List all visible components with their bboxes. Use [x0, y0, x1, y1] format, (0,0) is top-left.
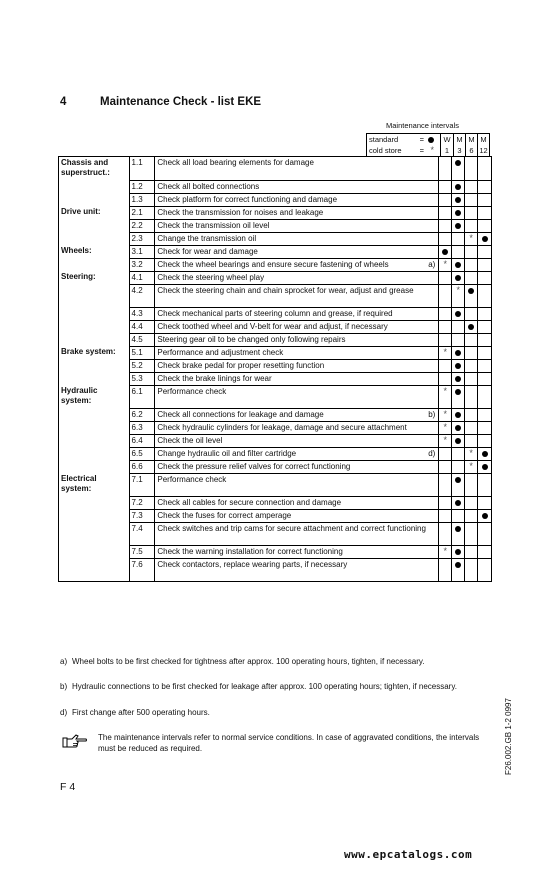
star-icon: *	[469, 461, 473, 471]
section-label	[59, 232, 129, 245]
dot-icon	[455, 425, 461, 431]
item-number: 6.1	[129, 385, 155, 408]
table-row	[59, 258, 491, 271]
interval-col-0: W 1	[443, 135, 451, 155]
interval-col-3: M 12	[477, 134, 489, 156]
table-row	[59, 558, 491, 581]
dot-icon	[455, 389, 461, 395]
interval-cell	[477, 509, 491, 522]
item-number: 2.3	[129, 232, 155, 245]
interval-cell	[451, 447, 464, 460]
item-description: Check the wheel bearings and ensure secure fastening of wheels a)	[154, 258, 438, 271]
item-description: Check all cables for secure connection and damage	[154, 496, 438, 509]
item-number: 7.1	[129, 473, 155, 496]
section-label	[59, 509, 129, 522]
footnote-ref: a)	[428, 260, 436, 269]
interval-cell	[477, 157, 491, 180]
star-icon: *	[443, 422, 448, 432]
interval-cell	[451, 509, 464, 522]
table-row	[59, 206, 491, 219]
dot-icon	[428, 134, 434, 145]
interval-cell	[438, 421, 451, 434]
interval-cell	[438, 372, 451, 385]
table-row	[59, 307, 491, 320]
item-number: 7.5	[129, 545, 155, 558]
interval-cell	[451, 421, 464, 434]
table-row	[59, 232, 491, 245]
table-row	[59, 372, 491, 385]
section-label	[59, 408, 129, 421]
star-icon: *	[443, 259, 448, 269]
section-label	[59, 421, 129, 434]
dot-icon	[455, 412, 461, 418]
interval-cell	[451, 346, 464, 359]
item-number: 2.2	[129, 219, 155, 232]
item-number: 7.4	[129, 522, 155, 545]
interval-cell	[477, 473, 491, 496]
table-row	[59, 271, 491, 284]
maintenance-table	[58, 156, 492, 582]
table-row	[59, 447, 491, 460]
table-row	[59, 157, 491, 180]
heading-number: 4	[60, 96, 67, 108]
document-code: F26.002.GB 1-2 0997	[504, 698, 513, 775]
interval-cell	[438, 385, 451, 408]
footnote-ref: d)	[428, 449, 436, 458]
item-number: 1.2	[129, 180, 155, 193]
interval-cell	[464, 359, 477, 372]
interval-cell	[464, 473, 477, 496]
item-number: 4.5	[129, 333, 155, 346]
interval-cell	[464, 509, 477, 522]
interval-cell	[477, 219, 491, 232]
item-description: Change the transmission oil	[154, 232, 438, 245]
dot-icon	[455, 438, 461, 444]
interval-cell	[438, 359, 451, 372]
item-description: Check hydraulic cylinders for leakage, damage and secure attachment	[154, 421, 438, 434]
table-row	[59, 284, 491, 307]
interval-cell	[477, 271, 491, 284]
interval-cell	[464, 460, 477, 473]
legend-cold-store-label: cold store	[369, 146, 402, 155]
interval-cell	[477, 385, 491, 408]
interval-cell	[464, 447, 477, 460]
item-number: 6.5	[129, 447, 155, 460]
item-description: Steering gear oil to be changed only following repairs	[154, 333, 438, 346]
dot-icon	[455, 562, 461, 568]
interval-cell	[438, 307, 451, 320]
intervals-label: Maintenance intervals	[386, 121, 459, 130]
item-number: 7.6	[129, 558, 155, 581]
interval-col-2: M 6	[465, 134, 477, 156]
interval-cell	[438, 284, 451, 307]
interval-cell	[451, 545, 464, 558]
interval-cell	[451, 320, 464, 333]
item-description: Check the pressure relief valves for correct functioning	[154, 460, 438, 473]
item-description: Change hydraulic oil and filter cartridge d)	[154, 447, 438, 460]
interval-cell	[477, 496, 491, 509]
interval-cell	[477, 421, 491, 434]
interval-cell	[438, 346, 451, 359]
dot-icon	[455, 526, 461, 532]
star-icon: *	[469, 448, 473, 458]
item-description: Check the steering chain and chain sprocket for wear, adjust and grease	[154, 284, 438, 307]
interval-cell	[464, 320, 477, 333]
table-row	[59, 522, 491, 545]
dot-icon	[455, 350, 461, 356]
interval-cell	[464, 232, 477, 245]
interval-cell	[451, 473, 464, 496]
dot-icon	[455, 160, 461, 166]
dot-icon	[468, 324, 474, 330]
interval-cell	[438, 408, 451, 421]
dot-icon	[482, 513, 488, 519]
dot-icon	[455, 363, 461, 369]
item-description: Check brake pedal for proper resetting function	[154, 359, 438, 372]
interval-cell	[438, 258, 451, 271]
item-description: Check the oil level	[154, 434, 438, 447]
section-label	[59, 284, 129, 307]
interval-cell	[477, 460, 491, 473]
interval-cell	[477, 346, 491, 359]
star-icon: *	[443, 546, 448, 556]
legend-cold-store: cold store = *	[369, 145, 434, 155]
interval-cell	[451, 284, 464, 307]
table-row	[59, 434, 491, 447]
item-description: Check platform for correct functioning and damage	[154, 193, 438, 206]
item-description: Check contactors, replace wearing parts, if necessary	[154, 558, 438, 581]
item-number: 7.2	[129, 496, 155, 509]
table-row	[59, 245, 491, 258]
interval-cell	[451, 522, 464, 545]
table-row	[59, 408, 491, 421]
section-label	[59, 359, 129, 372]
interval-cell	[438, 496, 451, 509]
item-description: Check the transmission oil level	[154, 219, 438, 232]
table-row	[59, 333, 491, 346]
interval-cell	[464, 408, 477, 421]
section-label	[59, 434, 129, 447]
section-label	[59, 307, 129, 320]
interval-cell	[477, 320, 491, 333]
interval-cell	[464, 522, 477, 545]
dot-icon	[455, 210, 461, 216]
item-number: 1.1	[129, 157, 155, 180]
interval-cell	[464, 385, 477, 408]
interval-cell	[477, 447, 491, 460]
item-number: 4.2	[129, 284, 155, 307]
section-label	[59, 320, 129, 333]
table-row	[59, 496, 491, 509]
item-number: 6.4	[129, 434, 155, 447]
watermark: www.epcatalogs.com	[344, 848, 473, 861]
item-number: 5.3	[129, 372, 155, 385]
symbol-legend	[366, 133, 440, 157]
table-row	[59, 545, 491, 558]
dot-icon	[482, 464, 488, 470]
section-label: Brake system:	[61, 347, 116, 356]
item-number: 4.4	[129, 320, 155, 333]
table-row	[59, 385, 491, 408]
interval-cell	[451, 180, 464, 193]
interval-cell	[464, 206, 477, 219]
star-icon: *	[430, 145, 434, 155]
interval-cell	[451, 558, 464, 581]
section-label: Drive unit:	[61, 207, 101, 216]
section-label	[59, 447, 129, 460]
interval-cell	[438, 447, 451, 460]
dot-icon	[455, 197, 461, 203]
interval-cell	[477, 408, 491, 421]
item-number: 5.1	[129, 346, 155, 359]
section-label: Steering:	[61, 272, 96, 281]
section-label: Wheels:	[61, 246, 92, 255]
table-row	[59, 359, 491, 372]
table-row	[59, 473, 491, 496]
interval-cell	[438, 473, 451, 496]
interval-cell	[464, 193, 477, 206]
section-label	[59, 496, 129, 509]
interval-cell	[477, 284, 491, 307]
interval-cell	[477, 232, 491, 245]
footnote-ref: b)	[428, 410, 436, 419]
dot-icon	[482, 236, 488, 242]
item-description: Check all bolted connections	[154, 180, 438, 193]
star-icon: *	[443, 409, 448, 419]
interval-cell	[477, 307, 491, 320]
interval-cell	[451, 496, 464, 509]
interval-cell	[464, 271, 477, 284]
interval-cell	[477, 180, 491, 193]
table-row	[59, 509, 491, 522]
interval-cell	[451, 372, 464, 385]
section-label	[59, 545, 129, 558]
dot-icon	[455, 262, 461, 268]
interval-cell	[464, 258, 477, 271]
interval-cell	[477, 193, 491, 206]
item-number: 6.2	[129, 408, 155, 421]
interval-cell	[451, 271, 464, 284]
section-label	[59, 372, 129, 385]
item-number: 4.3	[129, 307, 155, 320]
item-description: Performance check	[154, 385, 438, 408]
item-description: Performance check	[154, 473, 438, 496]
dot-icon	[455, 500, 461, 506]
interval-cell	[464, 284, 477, 307]
item-description: Check mechanical parts of steering column and grease, if required	[154, 307, 438, 320]
interval-cell	[451, 193, 464, 206]
item-description: Check for wear and damage	[154, 245, 438, 258]
interval-cell	[438, 434, 451, 447]
interval-cell	[438, 333, 451, 346]
interval-cell	[477, 245, 491, 258]
interval-cell	[464, 245, 477, 258]
interval-cell	[464, 346, 477, 359]
item-number: 2.1	[129, 206, 155, 219]
interval-cell	[464, 421, 477, 434]
star-icon: *	[443, 347, 448, 357]
legend-standard: standard =	[367, 134, 440, 145]
interval-cell	[451, 232, 464, 245]
interval-cell	[451, 206, 464, 219]
section-label: Hydraulic system:	[61, 386, 98, 405]
item-number: 6.6	[129, 460, 155, 473]
section-label	[59, 193, 129, 206]
interval-cell	[477, 258, 491, 271]
interval-cell	[477, 558, 491, 581]
interval-cell	[438, 245, 451, 258]
interval-cell	[464, 496, 477, 509]
hint-text: The maintenance intervals refer to normal service conditions. In case of aggravated conditions, the intervals must be reduced as required.	[98, 733, 480, 753]
star-icon: *	[469, 233, 473, 243]
dot-icon	[455, 549, 461, 555]
item-description: Check the warning installation for correct functioning	[154, 545, 438, 558]
interval-cell	[438, 460, 451, 473]
star-icon: *	[443, 435, 448, 445]
interval-cell	[438, 232, 451, 245]
dot-icon	[455, 184, 461, 190]
interval-cell	[438, 320, 451, 333]
interval-cell	[451, 219, 464, 232]
table-row	[59, 219, 491, 232]
item-description: Check all load bearing elements for damage	[154, 157, 438, 180]
table-row	[59, 180, 491, 193]
item-number: 7.3	[129, 509, 155, 522]
item-number: 1.3	[129, 193, 155, 206]
interval-cell	[451, 258, 464, 271]
table-row	[59, 421, 491, 434]
interval-cell	[438, 522, 451, 545]
interval-cell	[438, 558, 451, 581]
item-description: Check the steering wheel play	[154, 271, 438, 284]
dot-icon	[455, 223, 461, 229]
section-label	[59, 558, 129, 581]
interval-cell	[464, 372, 477, 385]
item-description: Check switches and trip cams for secure attachment and correct functioning	[154, 522, 438, 545]
item-description: Performance and adjustment check	[154, 346, 438, 359]
dot-icon	[468, 288, 474, 294]
item-description: Check toothed wheel and V-belt for wear and adjust, if necessary	[154, 320, 438, 333]
interval-cell	[438, 206, 451, 219]
item-number: 3.1	[129, 245, 155, 258]
interval-cell	[464, 434, 477, 447]
interval-cell	[464, 333, 477, 346]
section-label	[59, 219, 129, 232]
interval-cell	[464, 180, 477, 193]
item-description: Check all connections for leakage and damage b)	[154, 408, 438, 421]
item-description: Check the transmission for noises and leakage	[154, 206, 438, 219]
item-description: Check the brake linings for wear	[154, 372, 438, 385]
interval-cell	[464, 307, 477, 320]
table-row	[59, 460, 491, 473]
item-number: 5.2	[129, 359, 155, 372]
item-description: Check the fuses for correct amperage	[154, 509, 438, 522]
interval-cell	[451, 307, 464, 320]
item-number: 3.2	[129, 258, 155, 271]
section-label	[59, 333, 129, 346]
interval-cell	[451, 460, 464, 473]
dot-icon	[442, 249, 448, 255]
dot-icon	[482, 451, 488, 457]
interval-cell	[438, 180, 451, 193]
interval-cell	[438, 193, 451, 206]
interval-cell	[438, 271, 451, 284]
interval-cell	[451, 157, 464, 180]
interval-col-1: M 3	[453, 134, 465, 156]
interval-cell	[477, 372, 491, 385]
interval-cell	[464, 157, 477, 180]
item-number: 4.1	[129, 271, 155, 284]
interval-cell	[477, 522, 491, 545]
table-row	[59, 346, 491, 359]
section-label	[59, 258, 129, 271]
section-label	[59, 460, 129, 473]
page-footer: F 4	[60, 781, 76, 793]
dot-icon	[455, 477, 461, 483]
interval-cell	[451, 359, 464, 372]
pointing-hand-icon	[62, 733, 88, 751]
interval-cell	[438, 157, 451, 180]
interval-cell	[477, 434, 491, 447]
interval-cell	[438, 219, 451, 232]
section-label	[59, 180, 129, 193]
interval-cell	[438, 545, 451, 558]
dot-icon	[455, 311, 461, 317]
item-number: 6.3	[129, 421, 155, 434]
interval-cell	[477, 206, 491, 219]
heading-title: Maintenance Check - list EKE	[100, 96, 262, 108]
interval-cell	[451, 408, 464, 421]
section-label: Electrical system:	[61, 474, 97, 493]
interval-cell	[451, 333, 464, 346]
interval-columns-header	[440, 133, 490, 157]
interval-cell	[464, 545, 477, 558]
table-row	[59, 193, 491, 206]
interval-cell	[438, 509, 451, 522]
legend-standard-label: standard	[369, 135, 399, 144]
interval-cell	[477, 545, 491, 558]
interval-cell	[451, 434, 464, 447]
dot-icon	[455, 275, 461, 281]
interval-cell	[464, 219, 477, 232]
dot-icon	[455, 376, 461, 382]
interval-cell	[477, 333, 491, 346]
star-icon: *	[456, 285, 460, 295]
interval-cell	[451, 245, 464, 258]
section-label: Chassis and superstruct.:	[61, 158, 110, 177]
star-icon: *	[443, 386, 448, 396]
section-label	[59, 522, 129, 545]
interval-cell	[477, 359, 491, 372]
interval-cell	[451, 385, 464, 408]
interval-cell	[464, 558, 477, 581]
table-row	[59, 320, 491, 333]
